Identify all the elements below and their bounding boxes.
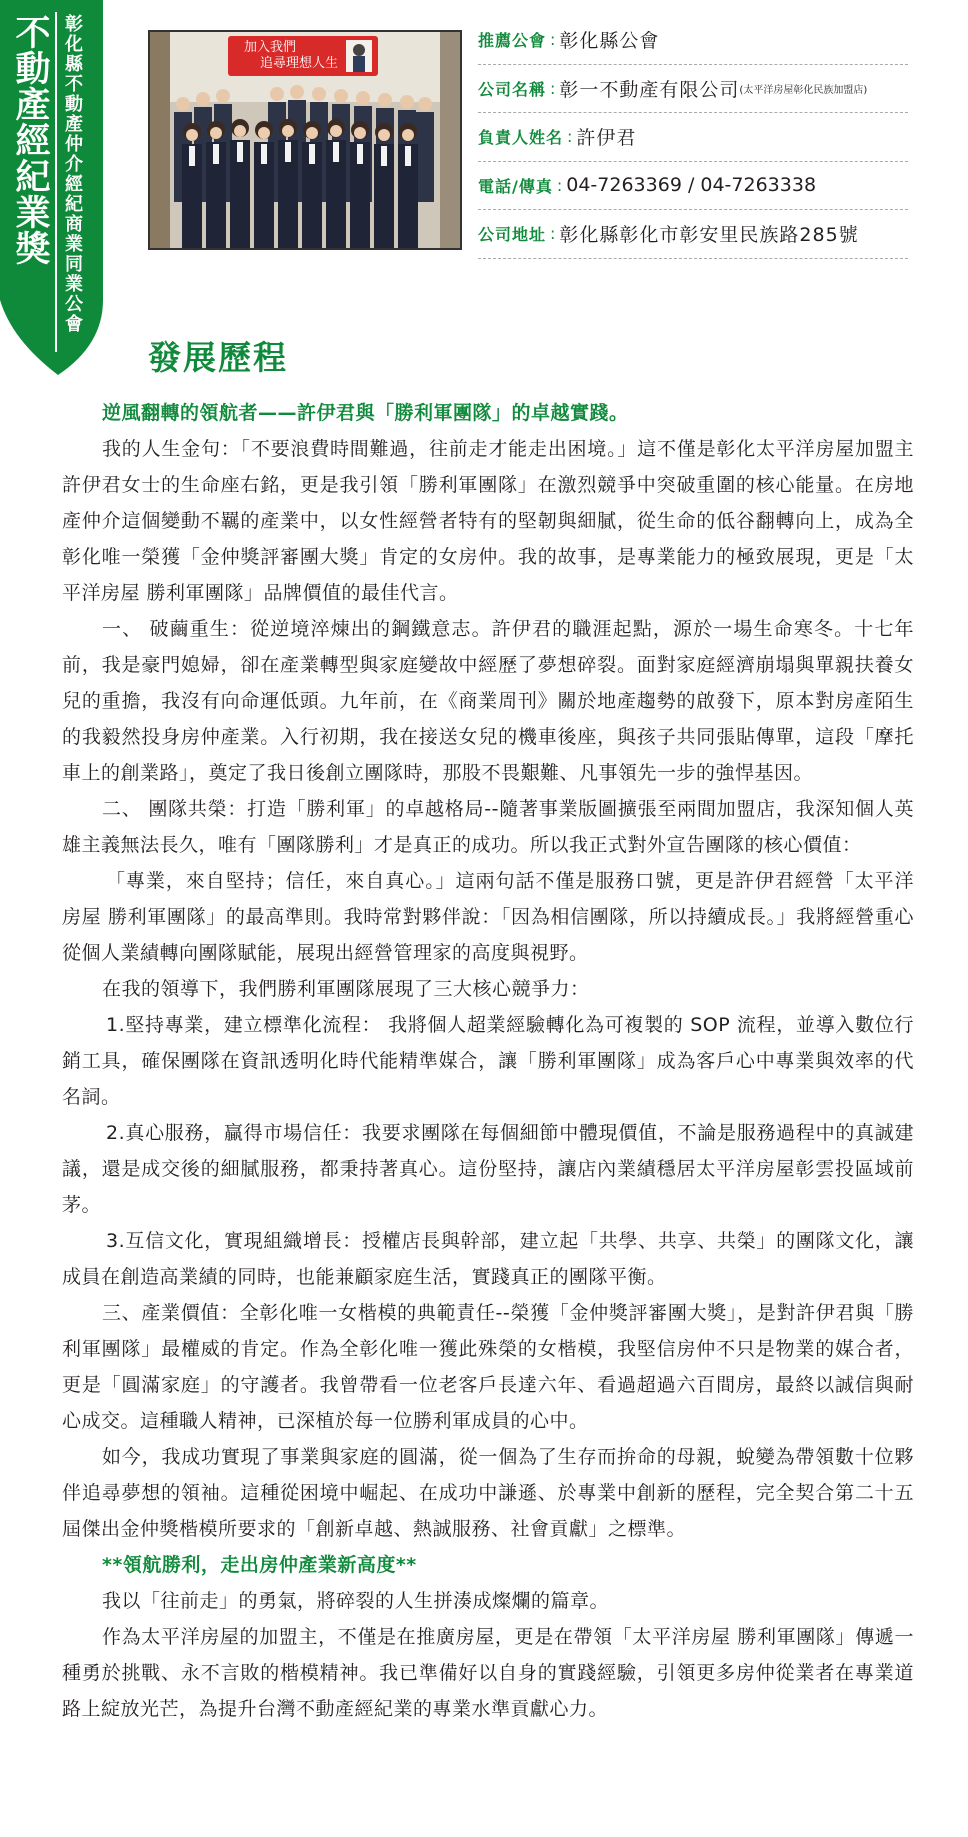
info-colon: : <box>550 78 556 98</box>
award-title: 不動產經紀業獎 <box>10 14 50 266</box>
info-row-company <box>478 65 908 114</box>
info-value: 彰化縣公會 <box>559 30 660 53</box>
article-body <box>62 395 914 1727</box>
info-value: 彰一不動產有限公司 <box>559 78 740 101</box>
list-item: 3.互信文化，實現組織增長：授權店長與幹部，建立起「共學、共享、共榮」的團隊文化，讓成員在創造高業績的同時，也能兼顧家庭生活，實踐真正的團隊平衡。 <box>62 1230 914 1288</box>
info-row-phone <box>478 162 908 211</box>
info-colon: : <box>550 224 556 244</box>
info-row-owner <box>478 113 908 162</box>
info-label: 推薦公會 <box>478 31 547 51</box>
paragraph: 我以「往前走」的勇氣，將碎裂的人生拼湊成燦爛的篇章。 <box>102 1590 610 1612</box>
paragraph: 一、 破繭重生：從逆境淬煉出的鋼鐵意志。許伊君的職涯起點，源於一場生命寒冬。十七年前，我是豪門媳婦，卻在產業轉型與家庭變故中經歷了夢想碎裂。面對家庭經濟崩塌與單親扶養女兒的重擔，我沒有向命運低頭。九年前，在《商業周刊》關於地產趨勢的啟發下，原本對房產陌生的我毅然投身房仲產業。入行初期，我在接送女兒的機車後座，與孩子共同張貼傳單，這段「摩托車上的創業路」，奠定了我日後創立團隊時，那股不畏艱難、凡事領先一步的強悍基因。 <box>62 618 914 784</box>
paragraph: 作為太平洋房屋的加盟主，不僅是在推廣房屋，更是在帶領「太平洋房屋 勝利軍團隊」傳遞一種勇於挑戰、永不言敗的楷模精神。我已準備好以自身的實踐經驗，引領更多房仲從業者在專業道路上綻放光芒，為提升台灣不動產經紀業的專業水準貢獻心力。 <box>62 1626 914 1720</box>
list-item: 1.堅持專業，建立標準化流程： 我將個人超業經驗轉化為可複製的 SOP 流程，並導入數位行銷工具，確保團隊在資訊透明化時代能精準媒合，讓「勝利軍團隊」成為客戶心中專業與效率的代名詞。 <box>62 1014 914 1108</box>
info-row-address <box>478 210 908 259</box>
paragraph: 在我的領導下，我們勝利軍團隊展現了三大核心競爭力： <box>102 978 590 1000</box>
section-title: 發展歷程 <box>148 338 288 377</box>
info-colon: : <box>567 127 573 147</box>
closing-heading: **領航勝利，走出房仲產業新高度** <box>102 1554 417 1576</box>
paragraph: 二、 團隊共榮：打造「勝利軍」的卓越格局--隨著事業版圖擴張至兩間加盟店，我深知個人英雄主義無法長久，唯有「團隊勝利」才是真正的成功。所以我正式對外宣告團隊的核心價值： <box>62 798 914 856</box>
info-label: 電話/傳真 <box>478 176 553 196</box>
team-photo <box>148 30 462 250</box>
info-value: 04-7263369 / 04-7263338 <box>566 174 817 197</box>
paragraph: 三、產業價值：全彰化唯一女楷模的典範責任--榮獲「金仲獎評審團大獎」，是對許伊君與「勝利軍團隊」最權威的肯定。作為全彰化唯一獲此殊榮的女楷模，我堅信房仲不只是物業的媒合者，更是「圓滿家庭」的守護者。我曾帶看一位老客戶長達六年、看過超過六百間房，最終以誠信與耐心成交。這種職人精神，已深植於每一位勝利軍成員的心中。 <box>62 1302 914 1432</box>
info-value: 彰化縣彰化市彰安里民族路285號 <box>559 224 859 247</box>
info-colon: : <box>556 175 563 195</box>
signboard-line-1: 加入我們 <box>244 40 297 55</box>
paragraph: 如今，我成功實現了事業與家庭的圓滿，從一個為了生存而拚命的母親，蛻變為帶領數十位夥伴追尋夢想的領袖。這種從困境中崛起、在成功中謙遜、於專業中創新的歷程，完全契合第二十五屆傑出金仲獎楷模所要求的「創新卓越、熱誠服務、社會貢獻」之標準。 <box>62 1446 914 1540</box>
list-item: 2.真心服務，贏得市場信任：我要求團隊在每個細節中體現價值，不論是服務過程中的真誠建議，還是成交後的細膩服務，都秉持著真心。這份堅持，讓店內業績穩居太平洋房屋彰雲投區域前茅。 <box>62 1122 914 1216</box>
info-label: 公司名稱 <box>478 79 547 99</box>
company-info <box>478 16 908 259</box>
info-note: (太平洋房屋彰化民族加盟店) <box>739 84 868 96</box>
association-name: 彰化縣不動產仲介經紀商業同業公會 <box>62 14 83 334</box>
info-colon: : <box>550 30 556 50</box>
paragraph: 我的人生金句：「不要浪費時間難過，往前走才能走出困境。」這不僅是彰化太平洋房屋加盟主許伊君女士的生命座右銘，更是我引領「勝利軍團隊」在激烈競爭中突破重圍的核心能量。在房地產仲介這個變動不羈的產業中，以女性經營者特有的堅韌與細膩，從生命的低谷翻轉向上，成為全彰化唯一榮獲「金仲獎評審團大獎」肯定的女房仲。我的故事，是專業能力的極致展現，更是「太平洋房屋 勝利軍團隊」品牌價值的最佳代言。 <box>62 438 914 604</box>
banner-divider <box>55 12 57 352</box>
info-value: 許伊君 <box>576 127 637 150</box>
info-label: 負責人姓名 <box>478 128 564 148</box>
photo-signboard-text <box>244 40 374 72</box>
award-banner <box>0 0 103 375</box>
intro-heading: 逆風翻轉的領航者——許伊君與「勝利軍團隊」的卓越實踐。 <box>102 402 629 424</box>
info-label: 公司地址 <box>478 225 547 245</box>
info-row-guild <box>478 16 908 65</box>
paragraph: 「專業，來自堅持；信任，來自真心。」這兩句話不僅是服務口號，更是許伊君經營「太平洋房屋 勝利軍團隊」的最高準則。我時常對夥伴說：「因為相信團隊，所以持續成長。」我將經營重心從個人業績轉向團隊賦能，展現出經營管理家的高度與視野。 <box>62 870 914 964</box>
signboard-line-2: 追尋理想人生 <box>260 56 339 71</box>
